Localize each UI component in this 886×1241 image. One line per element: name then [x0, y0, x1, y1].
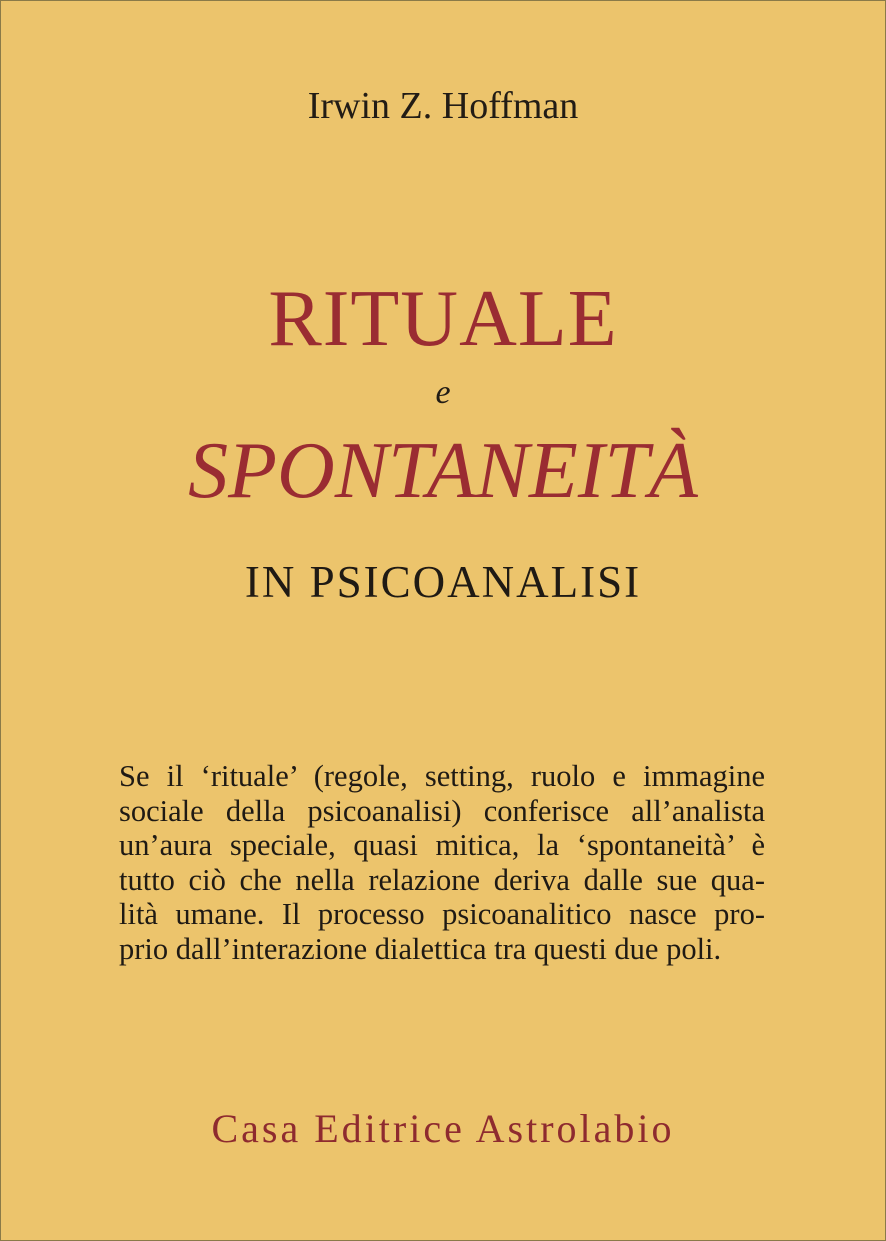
publisher-name: Casa Editrice Astrolabio	[211, 1106, 675, 1151]
blurb-line: un’aura speciale, quasi mitica, la ‘spontaneità’ è	[119, 828, 765, 863]
blurb-text	[119, 759, 765, 967]
title-main: RITUALE	[268, 275, 618, 363]
blurb-line: lità umane. Il processo psicoanalitico nasce pro-	[119, 897, 765, 932]
blurb-line: sociale della psicoanalisi) conferisce all’analista	[119, 793, 765, 828]
title-second: SPONTANEITÀ	[188, 427, 698, 515]
title-conjunction: e	[435, 374, 451, 411]
author-name: Irwin Z. Hoffman	[307, 85, 579, 127]
blurb-line: tutto ciò che nella relazione deriva dalle sue qua-	[119, 862, 765, 897]
subtitle: IN PSICOANALISI	[244, 557, 642, 607]
blurb-line: Se il ‘rituale’ (regole, setting, ruolo e immagine	[119, 759, 765, 793]
blurb-line: prio dall’interazione dialettica tra questi due poli.	[119, 931, 722, 966]
